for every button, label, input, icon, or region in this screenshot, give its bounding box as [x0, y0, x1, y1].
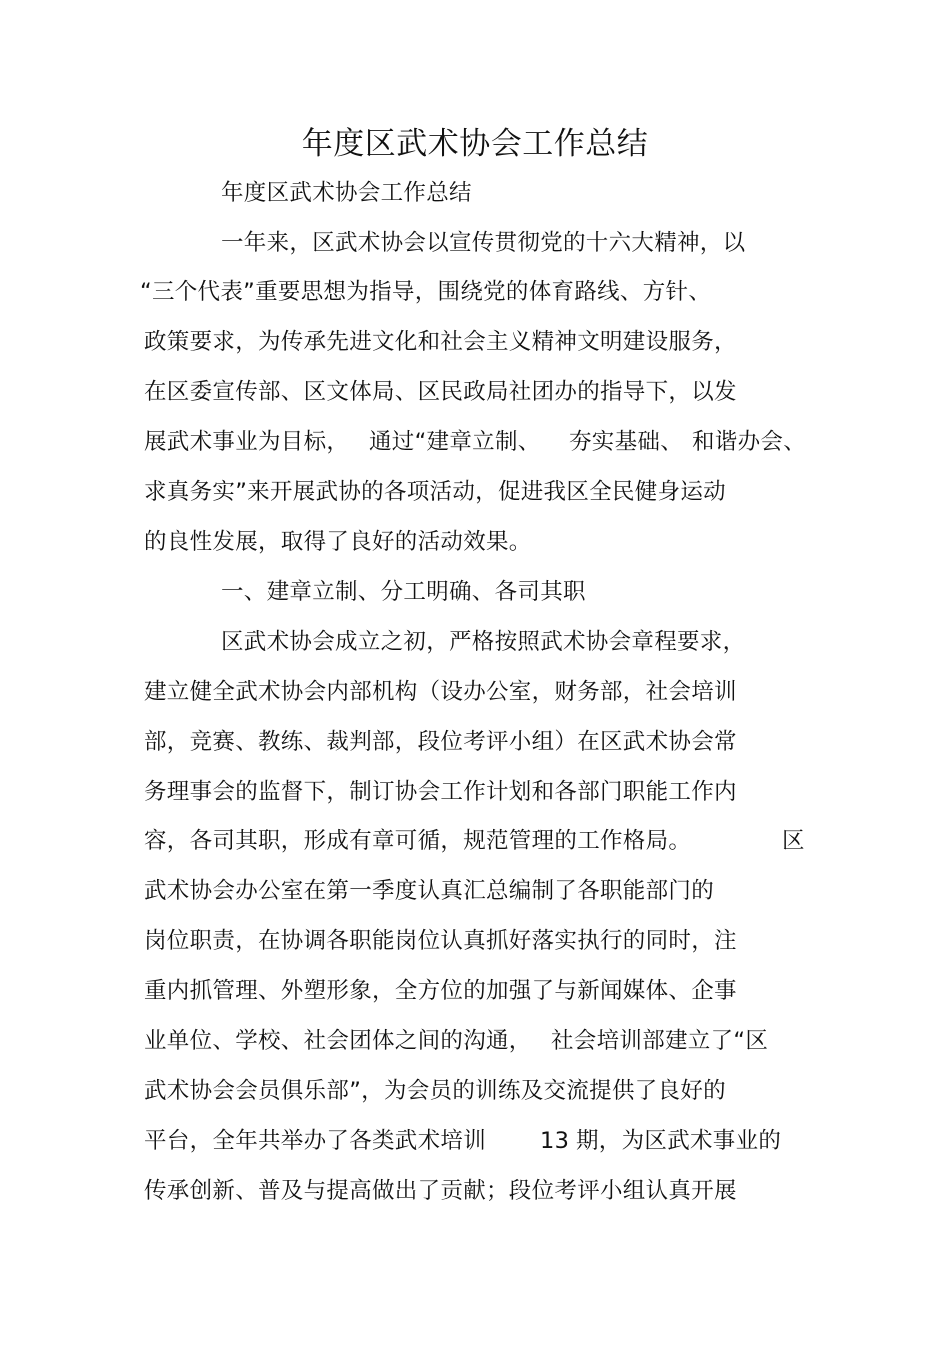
line-segment: 区 — [782, 828, 805, 854]
line-segment: 展武术事业为目标， — [144, 429, 350, 455]
document-subtitle: 年度区武术协会工作总结 — [221, 180, 472, 206]
paragraph-line: 求真务实”来开展武协的各项活动，促进我区全民健身运动 — [144, 479, 726, 505]
paragraph-line: 建立健全武术协会内部机构（设办公室，财务部，社会培训 — [144, 679, 737, 705]
document-title: 年度区武术协会工作总结 — [301, 126, 649, 162]
paragraph-line: 务理事会的监督下，制订协会工作计划和各部门职能工作内 — [144, 779, 737, 805]
line-segment: 容，各司其职，形成有章可循，规范管理的工作格局。 — [144, 828, 692, 854]
paragraph-line: 武术协会办公室在第一季度认真汇总编制了各职能部门的 — [144, 878, 715, 904]
paragraph-line: 重内抓管理、外塑形象，全方位的加强了与新闻媒体、企事 — [144, 978, 737, 1004]
paragraph-line: 的良性发展，取得了良好的活动效果。 — [144, 529, 532, 555]
paragraph-line: “三个代表”重要思想为指导，围绕党的体育路线、方针、 — [140, 279, 712, 305]
line-segment: 社会培训部建立了“区 — [551, 1028, 769, 1054]
paragraph-line: 区武术协会成立之初，严格按照武术协会章程要求， — [221, 629, 746, 655]
line-segment: 期，为区武术事业的 — [576, 1128, 782, 1154]
paragraph-line: 部，竞赛、教练、裁判部，段位考评小组）在区武术协会常 — [144, 729, 737, 755]
paragraph-line: 政策要求，为传承先进文化和社会主义精神文明建设服务， — [144, 329, 737, 355]
paragraph-line: 一年来，区武术协会以宣传贯彻党的十六大精神，以 — [221, 230, 746, 256]
line-segment: 夯实基础、 — [569, 429, 684, 455]
paragraph-line: 传承创新、普及与提高做出了贡献；段位考评小组认真开展 — [144, 1178, 737, 1204]
line-segment: 通过“建章立制、 — [369, 429, 541, 455]
line-segment: 13 — [540, 1128, 570, 1154]
line-segment: 平台，全年共举办了各类武术培训 — [144, 1128, 487, 1154]
paragraph-line: 在区委宣传部、区文体局、区民政局社团办的指导下，以发 — [144, 379, 737, 405]
paragraph-line: 岗位职责，在协调各职能岗位认真抓好落实执行的同时，注 — [144, 928, 737, 954]
line-segment: 和谐办会、 — [692, 429, 807, 455]
section-heading: 一、建章立制、分工明确、各司其职 — [221, 579, 586, 605]
line-segment: 业单位、学校、社会团体之间的沟通， — [144, 1028, 532, 1054]
paragraph-line: 武术协会会员俱乐部”，为会员的训练及交流提供了良好的 — [144, 1078, 726, 1104]
